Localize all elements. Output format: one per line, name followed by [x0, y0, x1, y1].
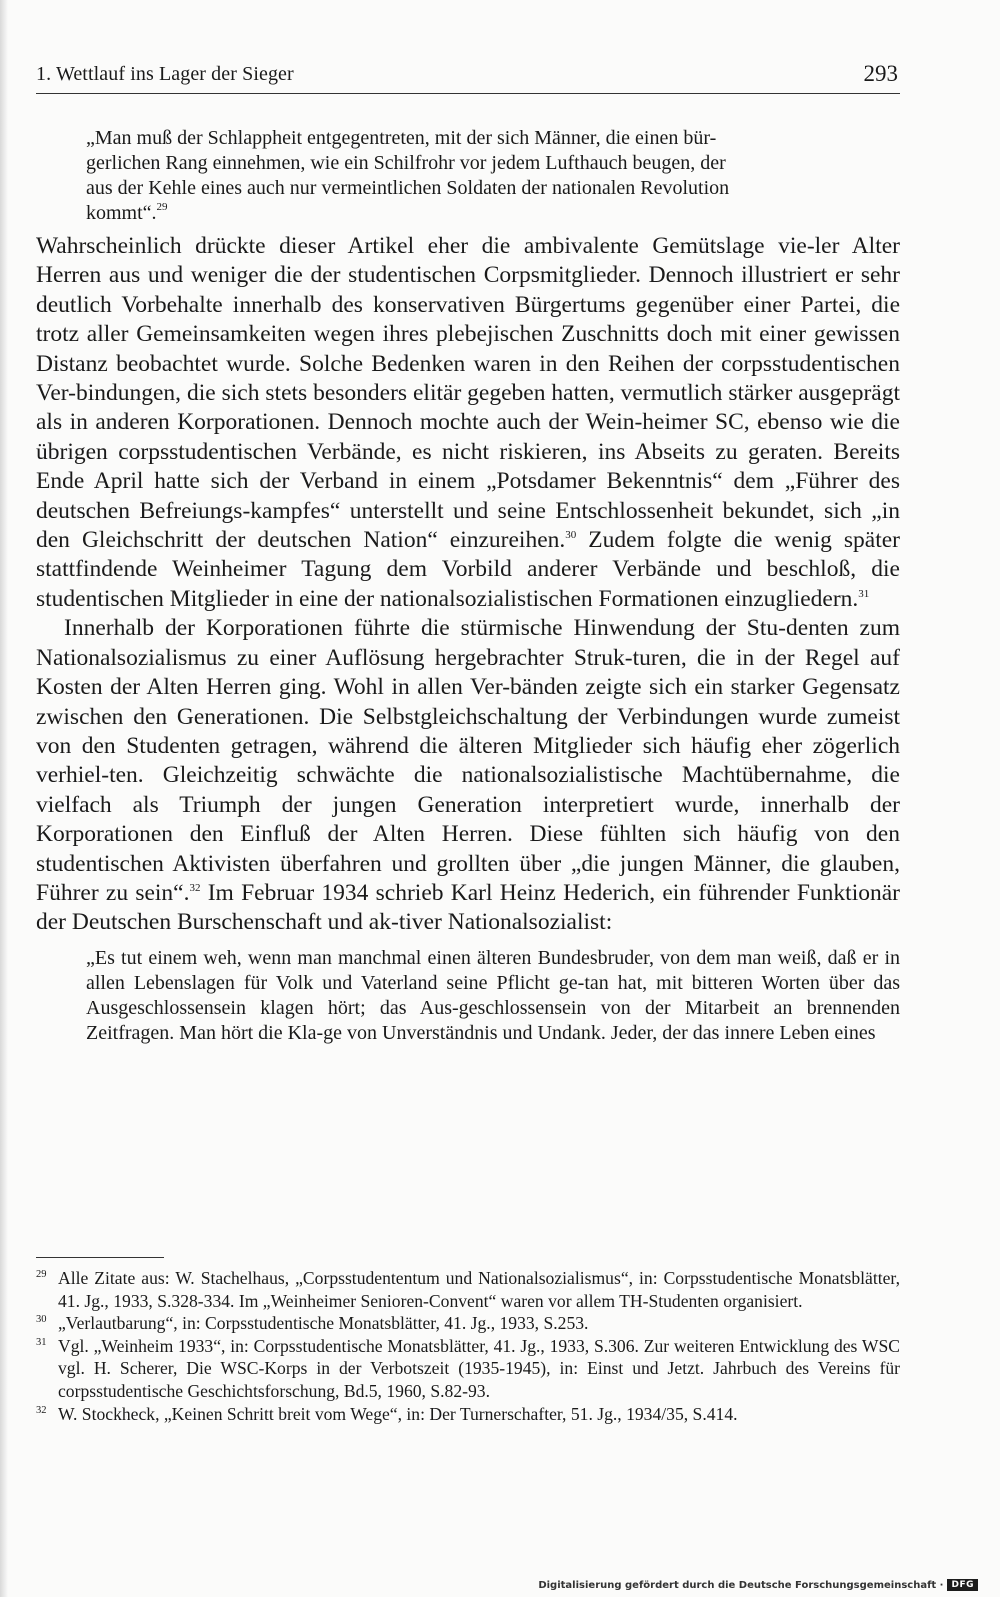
- footnotes: [36, 1267, 900, 1425]
- paragraph-2: [36, 614, 900, 937]
- digitization-banner: [538, 1579, 978, 1591]
- footnote-29: [36, 1267, 900, 1312]
- footnote-number: 31: [36, 1336, 47, 1348]
- paragraph-1: [36, 232, 900, 614]
- block-quote-1: [86, 126, 900, 226]
- paragraph-2-text: Innerhalb der Korporationen führte die stürmische Hinwendung der Stu-denten zum Nationalsozialismus zu einer Auflösung hergebrachter Struk-turen, die in der Regel auf Kosten der Alten Herren ging. Wohl in allen Ver-bänden zeigte sich ein starker Gegensatz zwischen den Generationen. Die Selbstgleichschaltung der Verbindungen wurde zumeist von den Studenten getragen, während die älteren Mitglieder sich häufig eher zögerlich verhiel-ten. Gleichzeitig schwächte die nationalsozialistische Machtübernahme, die vielfach als Triumph der jungen Generation interpretiert wurde, innerhalb der Korporationen den Einfluß der Alten Herren. Diese fühlten sich häufig von den studentischen Aktivisten überfahren und grollten über „die jungen Männer, die glauben, Führer zu sein“.: [36, 615, 900, 906]
- block-quote-2: „Es tut einem weh, wenn man manchmal einen älteren Bundesbruder, von dem man weiß, daß er in allen Lebenslagen für Volk und Vaterland seine Pflicht ge-tan hat, mit bitteren Worten über das Ausgeschlossensein klagen hört; das Aus-geschlossensein von der Mitarbeit an brennenden Zeitfragen. Man hört die Kla-ge von Unverständnis und Undank. Jeder, der das innere Leben eines: [86, 946, 900, 1044]
- footnote-ref-29[interactable]: 29: [156, 201, 168, 213]
- page-header: [36, 61, 900, 94]
- footnote-32: [36, 1403, 900, 1426]
- footnote-30: [36, 1312, 900, 1335]
- digitization-credit: Digitalisierung gefördert durch die Deutsche Forschungsgemeinschaft ·: [538, 1579, 944, 1591]
- quote-line: „Man muß der Schlappheit entgegentreten, mit der sich Männer, die einen bür-: [86, 127, 717, 149]
- main-text: [36, 126, 900, 1046]
- paragraph-1-text-cont: Zudem folgte die wenig später stattfindende Weinheimer Tagung dem Vorbild anderer Verbände und beschloß, die studentischen Mitglieder in eine der nationalsozialistischen Formationen einzugliedern.: [36, 527, 900, 612]
- quote-line: [86, 201, 900, 226]
- footnote-number: 32: [36, 1404, 47, 1416]
- footnote-number: 30: [36, 1314, 47, 1326]
- footnote-text: Alle Zitate aus: W. Stachelhaus, „Corpsstudententum und Nationalsozialismus“, in: Corpsstudentische Monatsblätter, 41. Jg., 1933, S.328-334. Im „Weinheimer Senioren-Convent“ waren vor allem TH-Studenten organisiert.: [58, 1268, 900, 1311]
- running-head: 1. Wettlauf ins Lager der Sieger: [36, 63, 294, 85]
- footnote-31: [36, 1335, 900, 1403]
- footnote-ref-32[interactable]: 32: [189, 881, 201, 894]
- quote-line: aus der Kehle eines auch nur vermeintlichen Soldaten der nationalen Revolution: [86, 177, 730, 199]
- footnote-text: Vgl. „Weinheim 1933“, in: Corpsstudentische Monatsblätter, 41. Jg., 1933, S.306. Zur weiteren Entwicklung des WSC vgl. H. Scherer, Die WSC-Korps in der Verbotszeit (1935-1945), in: Einst und Jetzt. Jahrbuch des Vereins für corpsstudentische Geschichtsforschung, Bd.5, 1960, S.82-93.: [58, 1335, 900, 1401]
- dfg-logo: DFG: [947, 1579, 978, 1591]
- footnote-ref-30[interactable]: 30: [565, 529, 577, 542]
- paragraph-2-text-cont: Im Februar 1934 schrieb Karl Heinz Hederich, ein führender Funktionär der Deutschen Burschenschaft und ak-tiver Nationalsozialist:: [36, 879, 900, 936]
- quote-line-text: kommt“.: [86, 202, 157, 224]
- page-gutter-shadow: [0, 0, 8, 1597]
- paragraph-1-text: Wahrscheinlich drückte dieser Artikel eher die ambivalente Gemütslage vie-ler Alter Herren aus und weniger die der studentischen Corpsmitglieder. Dennoch illustriert er sehr deutlich Vorbehalte innerhalb des konservativen Bürgertums gegenüber einer Partei, die trotz aller Gemeinsamkeiten wegen ihres plebejischen Zuschnitts doch mit einer gewissen Distanz beobachtet wurde. Solche Bedenken waren in den Reihen der corpsstudentischen Ver-bindungen, die sich stets besonders elitär gegeben hatten, vermutlich stärker ausgeprägt als in anderen Korporationen. Dennoch mochte auch der Wein-heimer SC, ebenso wie die übrigen corpsstudentischen Verbände, es nicht riskieren, ins Abseits zu geraten. Bereits Ende April hatte sich der Verband in einem „Potsdamer Bekenntnis“ dem „Führer des deutschen Befreiungs-kampfes“ unterstellt und seine Entschlossenheit bekundet, sich „in den Gleichschritt der deutschen Nation“ einzureihen.: [36, 233, 900, 554]
- footnote-number: 29: [36, 1269, 47, 1280]
- footnote-ref-31[interactable]: 31: [858, 587, 870, 600]
- footnote-text: W. Stockheck, „Keinen Schritt breit vom Wege“, in: Der Turnerschafter, 51. Jg., 1934/35, S.414.: [58, 1403, 738, 1424]
- footnote-divider: [36, 1257, 164, 1258]
- page-number: 293: [863, 61, 898, 86]
- footnote-text: „Verlautbarung“, in: Corpsstudentische Monatsblätter, 41. Jg., 1933, S.253.: [58, 1313, 589, 1334]
- quote-line: gerlichen Rang einnehmen, wie ein Schilfrohr vor jedem Lufthauch beugen, der: [86, 152, 726, 174]
